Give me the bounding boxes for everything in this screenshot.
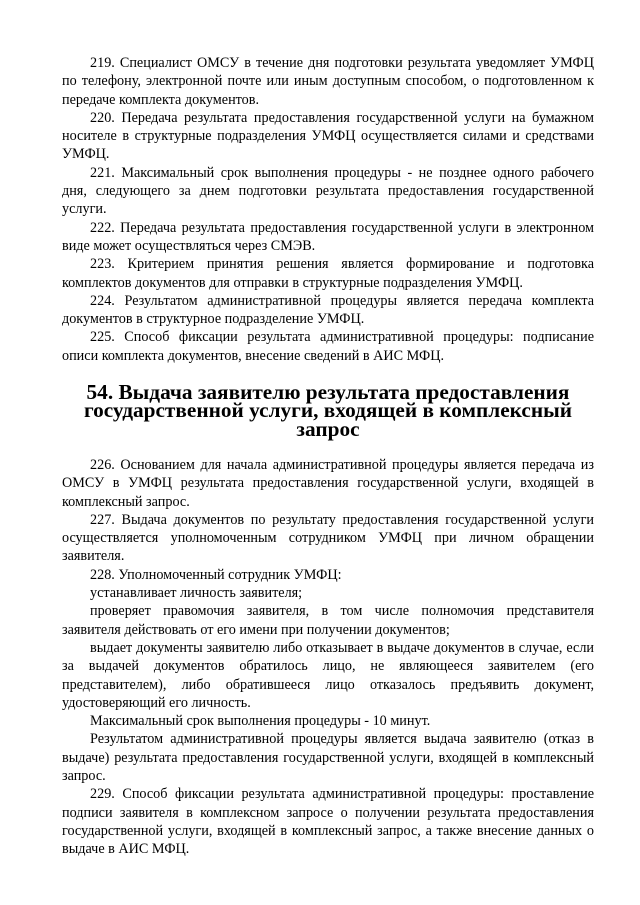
list-item-issue-or-refuse: выдает документы заявителю либо отказывает в выдаче документов в случае, если за выдачей документов обратилось лицо, не являющееся заявителем (его представителем), либо обратившееся лицо отказалось предъявить документ, удостоверяющий его личность. <box>62 639 594 711</box>
paragraph-226: 226. Основанием для начала административной процедуры является передача из ОМСУ в УМФЦ результата предоставления государственной услуги, входящей в комплексный запрос. <box>62 456 594 510</box>
paragraph-block-procedure-transfer <box>62 54 594 365</box>
section-heading-line-1: 54. Выдача заявителю результата предоставления <box>86 380 570 405</box>
paragraph-block-issuance <box>62 456 594 859</box>
paragraph-222: 222. Передача результата предоставления государственной услуги в электронном виде может осуществляться через СМЭВ. <box>62 219 594 254</box>
paragraph-223: 223. Критерием принятия решения является формирование и подготовка комплектов документов для отправки в структурные подразделения УМФЦ. <box>62 256 594 291</box>
paragraph-max-time: Максимальный срок выполнения процедуры - 10 минут. <box>90 713 431 730</box>
paragraph-225: 225. Способ фиксации результата административной процедуры: подписание описи комплекта документов, внесение сведений в АИС МФЦ. <box>62 329 594 364</box>
list-item-identify: устанавливает личность заявителя; <box>90 585 303 602</box>
paragraph-219: 219. Специалист ОМСУ в течение дня подготовки результата уведомляет УМФЦ по телефону, электронной почте или иным доступным способом, о подготовленном к передаче комплекта документов. <box>62 55 594 108</box>
section-heading <box>62 380 594 441</box>
paragraph-228: 228. Уполномоченный сотрудник УМФЦ: <box>90 566 342 583</box>
list-item-verify-authority: проверяет правомочия заявителя, в том числе полномочия представителя заявителя действовать от его имени при получении документов; <box>62 603 594 638</box>
section-heading-line-2: государственной услуги, входящей в комплексный запрос <box>83 398 573 441</box>
paragraph-229: 229. Способ фиксации результата административной процедуры: проставление подписи заявителя в комплексном запросе о получении результата предоставления государственной услуги, входящей в комплексный запрос, а также внесение данных о выдаче в АИС МФЦ. <box>62 786 594 858</box>
paragraph-227: 227. Выдача документов по результату предоставления государственной услуги осуществляется уполномоченным сотрудником УМФЦ при личном обращении заявителя. <box>62 511 594 565</box>
paragraph-220: 220. Передача результата предоставления государственной услуги на бумажном носителе в структурные подразделения УМФЦ осуществляется силами и средствами УМФЦ. <box>62 109 594 163</box>
paragraph-result: Результатом административной процедуры является выдача заявителю (отказ в выдаче) результата предоставления государственной услуги, входящей в комплексный запрос. <box>62 731 594 784</box>
paragraph-221: 221. Максимальный срок выполнения процедуры - не позднее одного рабочего дня, следующего за днем подготовки результата предоставления государственной услуги. <box>62 164 594 218</box>
paragraph-224: 224. Результатом административной процедуры является передача комплекта документов в структурное подразделение УМФЦ. <box>62 292 594 328</box>
document-page <box>62 54 594 858</box>
